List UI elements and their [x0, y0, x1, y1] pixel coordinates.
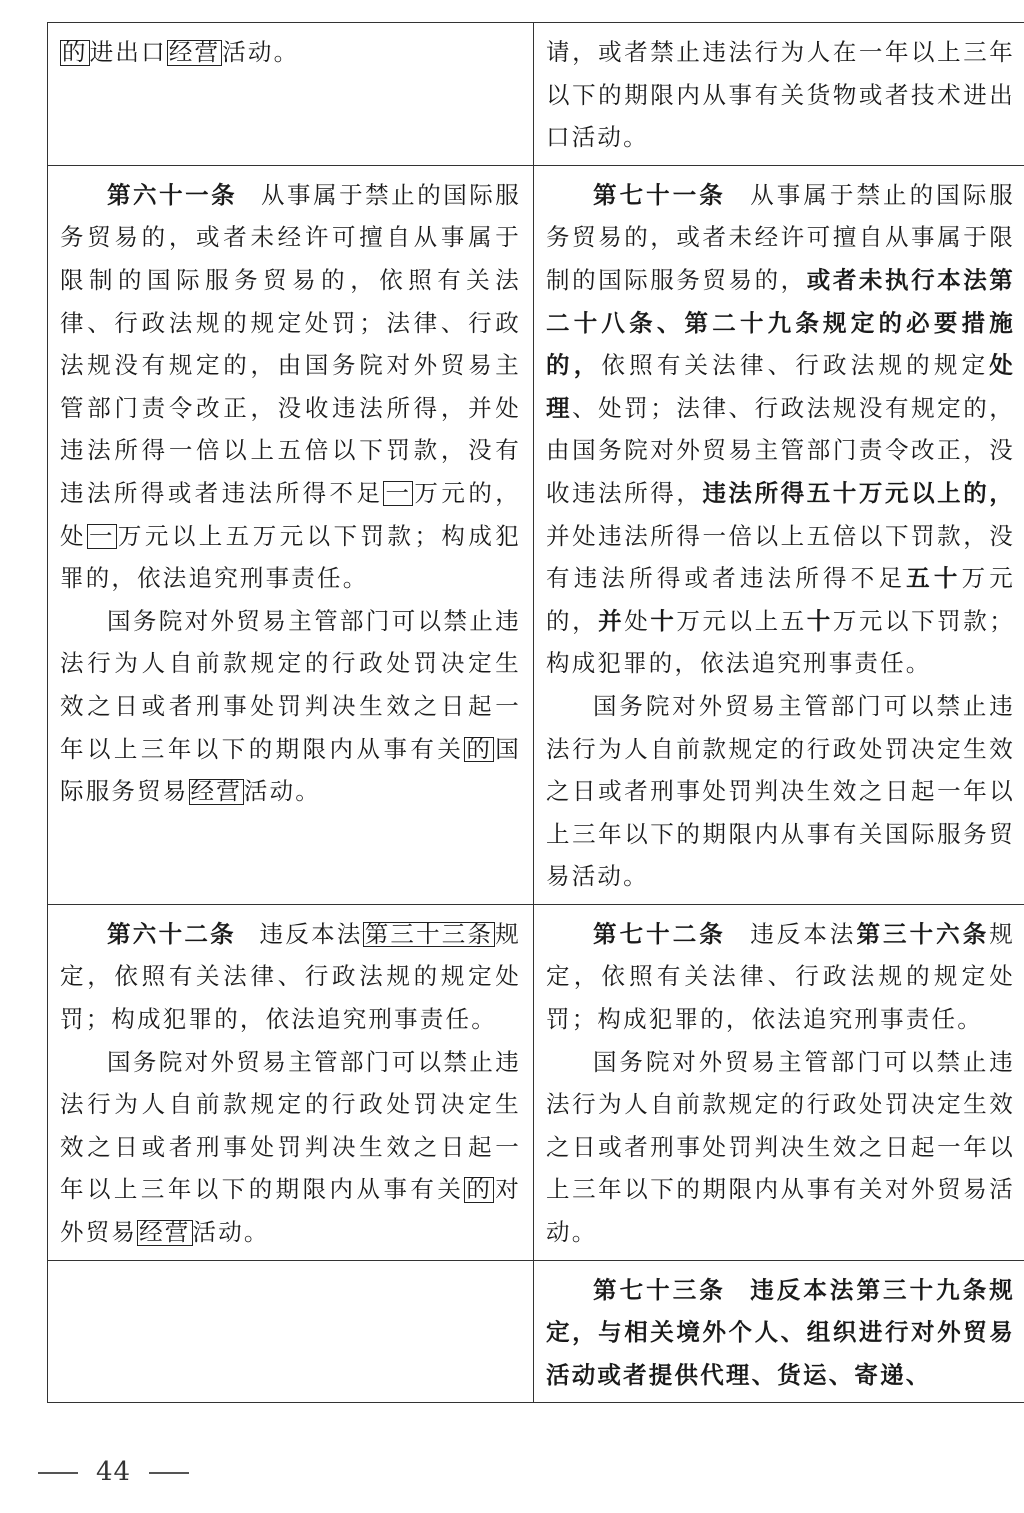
right-cell	[534, 904, 1024, 1260]
deletion-box: 经营	[139, 1218, 191, 1247]
article-title: 第六十二条	[107, 919, 236, 948]
deletion-box: 一	[88, 521, 115, 550]
paragraph	[546, 913, 1015, 1041]
text: 活动。	[222, 38, 300, 66]
left-cell	[48, 23, 534, 166]
text: 国务院对外贸易主管部门可以禁止违法行为人自前款规定的行政处罚决定生效之日或者刑事处罚判决生效之日起一年以上三年以下的期限内从事有关	[60, 1047, 521, 1204]
table-row	[48, 904, 1024, 1260]
paragraph	[60, 913, 521, 1041]
table-row	[48, 165, 1024, 904]
text: 国际服务贸易	[60, 734, 522, 806]
paragraph	[60, 600, 521, 813]
paragraph	[60, 1041, 521, 1254]
right-cell	[534, 165, 1024, 904]
text: 规定，依照有关法律、行政法规的规定处罚；构成犯罪的，依法追究刑事责任。	[60, 919, 521, 1034]
deletion-box: 经营	[168, 38, 221, 66]
page-footer	[38, 1457, 189, 1487]
article-title: 第七十三条	[593, 1275, 726, 1304]
added-text: 第三十六条	[856, 919, 990, 948]
text: 万元以上五	[676, 606, 807, 635]
text: 对外贸易	[60, 1175, 522, 1247]
page-number: 44	[96, 1457, 132, 1487]
added-text: 处理	[546, 351, 1015, 422]
footer-dash	[149, 1472, 189, 1474]
text: 万元以上五万元以下罚款；构成犯罪的，依法追究刑事责任。	[60, 521, 522, 593]
added-text: 违反本法第三十九条规定，与相关境外个人、组织进行对外贸易活动或者提供代理、货运、寄递、	[546, 1275, 1016, 1389]
deletion-box: 第三十三条	[364, 919, 494, 948]
paragraph	[60, 174, 521, 600]
paragraph: 请，或者禁止违法行为人在一年以上三年以下的期限内从事有关货物或者技术进出口活动。	[546, 38, 1015, 152]
added-text: 五十	[906, 564, 962, 593]
added-text: 十	[806, 606, 833, 635]
text: 万元的，处	[60, 478, 521, 550]
added-text: 并	[598, 606, 625, 635]
paragraph	[60, 31, 521, 74]
paragraph: 国务院对外贸易主管部门可以禁止违法行为人自前款规定的行政处罚决定生效之日或者刑事处罚判决生效之日起一年以上三年以下的期限内从事有关对外贸易活动。	[546, 1047, 1015, 1247]
right-cell	[534, 23, 1024, 166]
text: 活动。	[192, 1218, 270, 1247]
text: 进出口	[89, 38, 167, 66]
left-cell-empty	[48, 1260, 534, 1403]
text: 依照有关法律、行政法规的规定	[601, 351, 990, 380]
deletion-box: 的	[466, 1175, 493, 1204]
deletion-box: 经营	[190, 777, 242, 806]
added-text: 违法所得五十万元以上的，	[702, 478, 1016, 507]
added-text: 十	[650, 606, 677, 635]
deletion-box: 一	[385, 478, 412, 507]
text: 规定，依照有关法律、行政法规的规定处罚；构成犯罪的，依法追究刑事责任。	[546, 919, 1015, 1034]
document-page	[47, 22, 1016, 1403]
paragraph: 国务院对外贸易主管部门可以禁止违法行为人自前款规定的行政处罚决定生效之日或者刑事处罚判决生效之日起一年以上三年以下的期限内从事有关国际服务贸易活动。	[546, 691, 1015, 891]
article-title: 第七十二条	[593, 919, 726, 948]
text: 从事属于禁止的国际服务贸易的，或者未经许可擅自从事属于限制的国际服务贸易的，依照有关法律、行政法规的规定处罚；法律、行政法规没有规定的，由国务院对外贸易主管部门责令改正，没收违法所得，并处违法所得一倍以上五倍以下罚款，没有违法所得或者违法所得不足	[60, 180, 522, 507]
text: 、处罚；法律、行政法规没有规定的，由国务院对外贸易主管部门责令改正，没收违法所得，	[546, 393, 1015, 507]
deletion-box: 的	[62, 38, 88, 66]
text: 万元以下罚款；构成犯罪的，依法追究刑事责任。	[546, 606, 1015, 678]
article-title: 第六十一条	[107, 180, 238, 209]
text: 违反本法	[259, 919, 363, 948]
deletion-box: 的	[466, 734, 493, 763]
table-row	[48, 23, 1024, 166]
text: 活动。	[243, 777, 322, 806]
footer-dash	[38, 1472, 78, 1474]
text: 处	[624, 606, 651, 635]
text: 从事属于禁止的国际服务贸易的，或者未经许可擅自从事属于限制的国际服务贸易的，	[546, 180, 1016, 294]
text: 违反本法	[749, 919, 857, 948]
text: 国务院对外贸易主管部门可以禁止违法行为人自前款规定的行政处罚决定生效之日或者刑事处罚判决生效之日起一年以上三年以下的期限内从事有关	[60, 606, 521, 763]
right-cell	[534, 1260, 1024, 1403]
article-title: 第七十一条	[593, 180, 726, 209]
text: 万元的，	[546, 564, 1015, 635]
comparison-table	[47, 22, 1024, 1403]
paragraph	[546, 174, 1015, 685]
left-cell	[48, 904, 534, 1260]
table-row	[48, 1260, 1024, 1403]
paragraph	[546, 1269, 1015, 1397]
added-text: 或者未执行本法第二十八条、第二十九条规定的必要措施的，	[546, 265, 1015, 380]
left-cell	[48, 165, 534, 904]
text: 并处违法所得一倍以上五倍以下罚款，没有违法所得或者违法所得不足	[546, 521, 1015, 593]
